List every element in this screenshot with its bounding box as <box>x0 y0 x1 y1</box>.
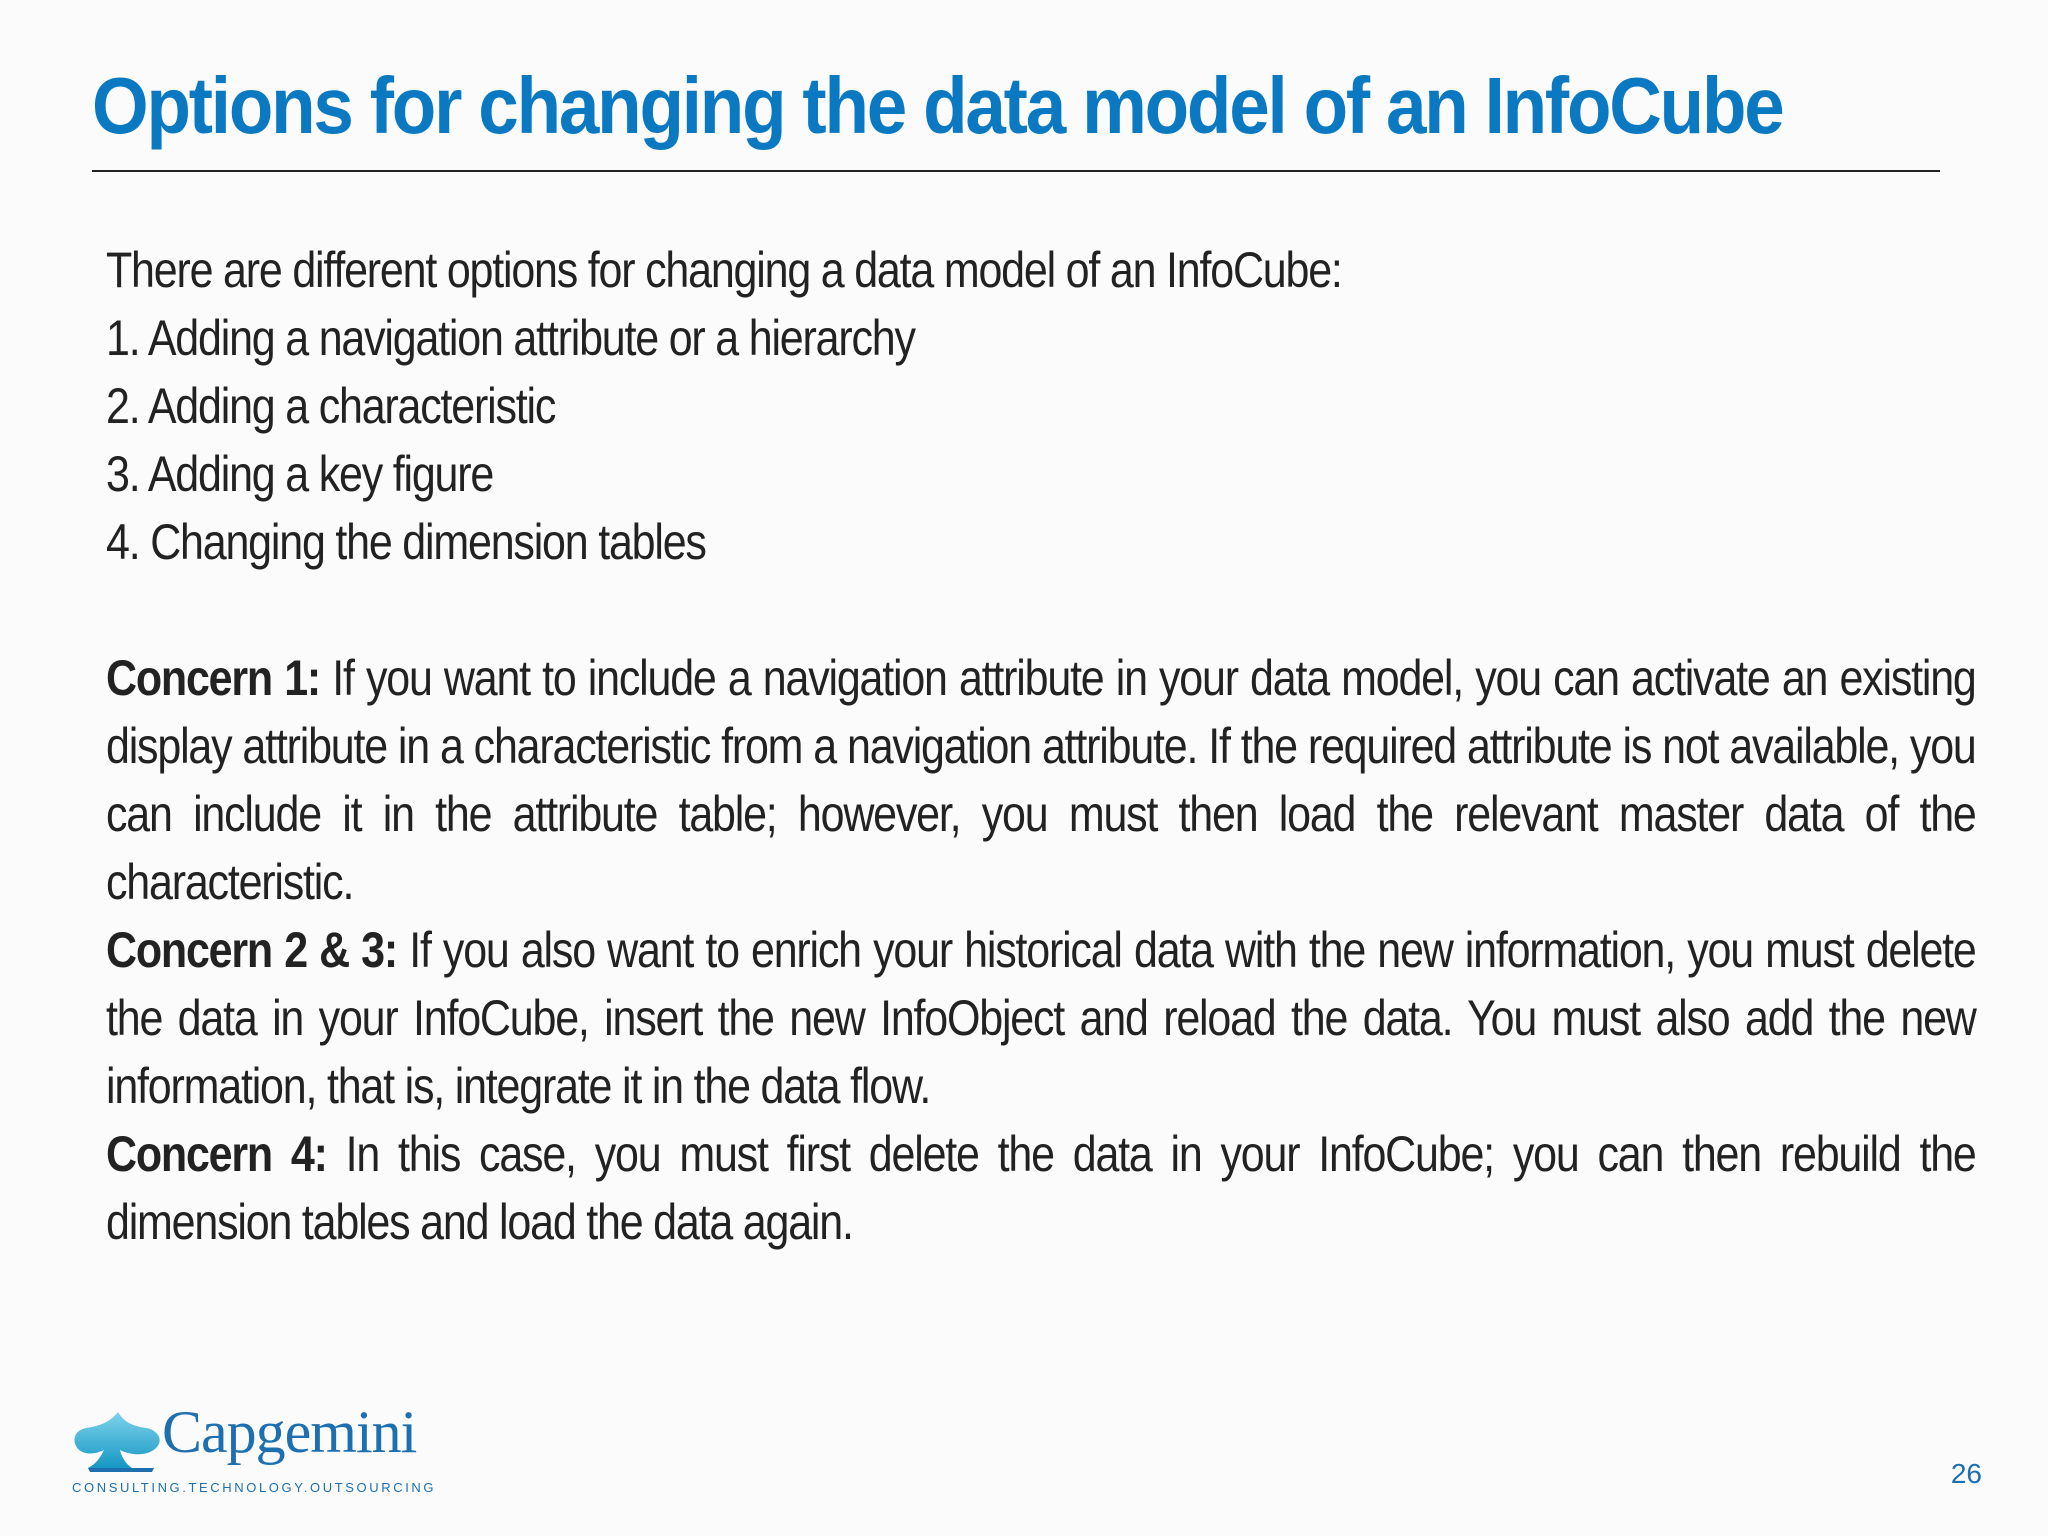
option-item: 4. Changing the dimension tables <box>106 514 706 570</box>
page-number: 26 <box>1950 1458 1982 1489</box>
logo-tagline: CONSULTING.TECHNOLOGY.OUTSOURCING <box>72 1480 437 1495</box>
concern-text: If you also want to enrich your historical data with the new information, you must delete the data in your InfoCube, insert the new InfoObject and reload the data. You must also add the new information, that is, integrate it in the data flow. <box>106 922 1976 1114</box>
concern-text: In this case, you must first delete the data in your InfoCube; you can then rebuild the dimension tables and load the data again. <box>106 1126 1976 1250</box>
option-item: 1. Adding a navigation attribute or a hierarchy <box>106 310 915 366</box>
concern-paragraph <box>106 916 1976 1120</box>
concern-paragraph <box>106 1120 1976 1256</box>
slide-body <box>106 236 1976 1256</box>
intro-text: There are different options for changing a data model of an InfoCube: <box>106 242 1342 298</box>
spade-icon <box>70 1408 170 1474</box>
slide-title: Options for changing the data model of an InfoCube <box>92 61 1783 150</box>
capgemini-logo <box>70 1399 437 1498</box>
option-item: 2. Adding a characteristic <box>106 378 556 434</box>
concern-label: Concern 2 & 3: <box>106 922 398 978</box>
concern-label: Concern 1: <box>106 650 321 706</box>
concern-paragraph <box>106 644 1976 916</box>
title-divider <box>92 170 1940 172</box>
option-item: 3. Adding a key figure <box>106 446 494 502</box>
concern-text: If you want to include a navigation attribute in your data model, you can activate an existing display attribute in a characteristic from a navigation attribute. If the required attribute is not available, you can include it in the attribute table; however, you must then load the relevant master data of the characteristic. <box>106 650 1976 910</box>
logo-wordmark: Capgemini <box>162 1399 417 1465</box>
concern-label: Concern 4: <box>106 1126 327 1182</box>
spacer <box>106 576 1976 644</box>
